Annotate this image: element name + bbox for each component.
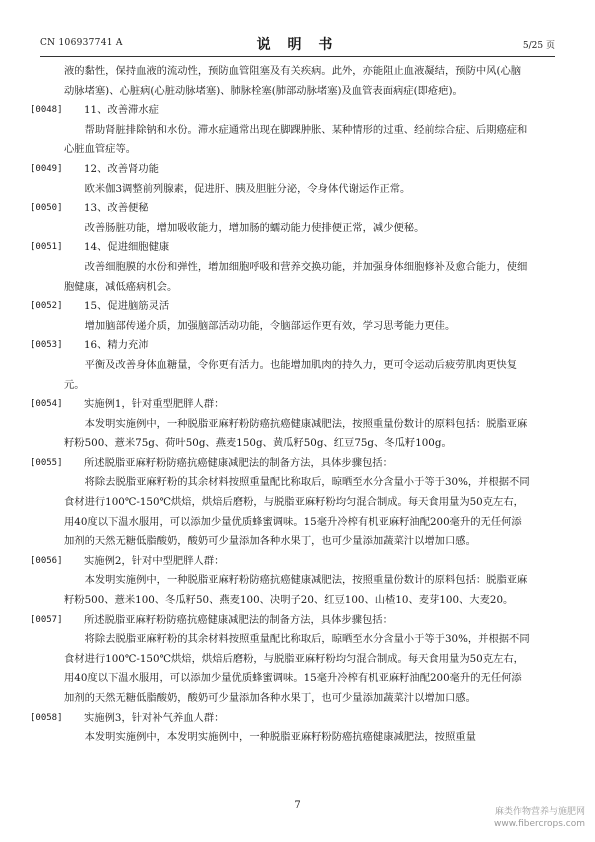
paragraph-heading bbox=[30, 160, 531, 180]
paragraph-text: 改善细胞膜的水份和弹性，增加细胞呼吸和营养交换功能，并加强身体细胞修补及愈合能力，使细胞健康，减低癌病机会。 bbox=[64, 260, 528, 293]
paragraph bbox=[64, 180, 531, 200]
paragraph bbox=[64, 62, 531, 101]
paragraph-number: [0056] bbox=[30, 555, 63, 566]
paragraph bbox=[64, 121, 531, 160]
page-header bbox=[40, 34, 555, 54]
heading-text: 16、精力充沛 bbox=[84, 339, 149, 352]
heading-text: 13、改善便秘 bbox=[84, 202, 149, 215]
paragraph-number: [0049] bbox=[30, 163, 63, 174]
paragraph-text: 本发明实施例中，一种脱脂亚麻籽粉防癌抗癌健康减肥法，按照重量份数计的原料包括：脱脂亚麻籽粉500、薏米75g、荷叶50g、燕麦150g、黄瓜籽50g、红豆75g、冬瓜籽100g。 bbox=[64, 417, 528, 450]
paragraph-heading bbox=[30, 552, 531, 572]
paragraph-number: [0052] bbox=[30, 301, 63, 312]
paragraph-heading bbox=[30, 709, 531, 729]
paragraph-text: 将除去脱脂亚麻籽粉的其余材料按照重量配比称取后，晾晒至水分含量小于等于30%，并根据不同食材进行100℃-150℃烘焙，烘焙后磨粉，与脱脂亚麻籽粉均匀混合制成。每天食用量为50克左右，用40度以下温水服用，可以添加少量优质蜂蜜调味。15毫升冷榨有机亚麻籽油配200毫升的无任何添加剂的天然无糖低脂酸奶，酸奶可少量添加各种水果丁，也可少量添加蔬菜汁以增加口感。 bbox=[64, 633, 530, 704]
paragraph-number: [0055] bbox=[30, 457, 63, 468]
heading-text: 实施例3，针对补气养血人群： bbox=[84, 711, 225, 724]
heading-text: 12、改善肾功能 bbox=[84, 162, 159, 175]
paragraph-number: [0058] bbox=[30, 712, 63, 723]
paragraph-heading bbox=[30, 395, 531, 415]
paragraph bbox=[64, 630, 531, 708]
paragraph-heading bbox=[30, 454, 531, 474]
paragraph-number: [0053] bbox=[30, 340, 63, 351]
watermark bbox=[494, 806, 585, 830]
paragraph-heading bbox=[30, 297, 531, 317]
paragraph-heading bbox=[30, 238, 531, 258]
paragraph-text: 增加脑部传递介质，加强脑部活动功能，令脑部运作更有效，学习思考能力更佳。 bbox=[84, 319, 456, 332]
paragraph-text: 帮助肾脏排除钠和水份。滞水症通常出现在脚踝肿胀、某种情形的过重、经前综合症、后期癌症和心脏血管症等。 bbox=[64, 123, 528, 156]
heading-text: 实施例1，针对重型肥胖人群： bbox=[84, 398, 225, 411]
heading-text: 实施例2，针对中型肥胖人群： bbox=[84, 554, 225, 567]
paragraph-text: 液的黏性，保持血液的流动性，预防血管阻塞及有关疾病。此外，亦能阻止血液凝结，预防中风(心脑动脉堵塞)、心脏病(心脏动脉堵塞)、肺脉栓塞(肺部动脉堵塞)及血管表面病症(即疮疤)。 bbox=[64, 65, 522, 97]
paragraph bbox=[64, 571, 531, 610]
document-body bbox=[30, 62, 531, 748]
paragraph-text: 本发明实施例中，本发明实施例中，一种脱脂亚麻籽粉防癌抗癌健康减肥法，按照重量 bbox=[84, 731, 476, 744]
patent-number: CN 106937741 A bbox=[40, 38, 123, 48]
paragraph-heading bbox=[30, 611, 531, 631]
paragraph-number: [0048] bbox=[30, 105, 63, 116]
paragraph-heading bbox=[30, 199, 531, 219]
paragraph-text: 欧米伽3调整前列腺素，促进肝、胰及胆脏分泌，令身体代谢运作正常。 bbox=[84, 182, 411, 195]
paragraph-text: 改善肠脏功能，增加吸收能力，增加肠的蠕动能力使排便正常，减少便秘。 bbox=[84, 221, 425, 234]
heading-text: 所述脱脂亚麻籽粉防癌抗癌健康减肥法的制备方法，具体步骤包括： bbox=[84, 613, 393, 626]
paragraph-text: 将除去脱脂亚麻籽粉的其余材料按照重量配比称取后，晾晒至水分含量小于等于30%，并根据不同食材进行100℃-150℃烘焙，烘焙后磨粉，与脱脂亚麻籽粉均匀混合制成。每天食用量为50克左右，用40度以下温水服用，可以添加少量优质蜂蜜调味。15毫升冷榨有机亚麻籽油配200毫升的无任何添加剂的天然无糖低脂酸奶，酸奶可少量添加各种水果丁，也可少量添加蔬菜汁以增加口感。 bbox=[64, 476, 530, 548]
paragraph bbox=[64, 728, 531, 748]
watermark-title: 麻类作物营养与施肥网 bbox=[494, 807, 585, 817]
paragraph bbox=[64, 356, 531, 395]
paragraph-number: [0050] bbox=[30, 203, 63, 214]
paragraph-heading bbox=[30, 101, 531, 121]
heading-text: 11、改善滞水症 bbox=[84, 104, 159, 117]
paragraph bbox=[64, 219, 531, 239]
heading-text: 14、促进细胞健康 bbox=[84, 241, 170, 254]
heading-text: 15、促进脑筋灵活 bbox=[84, 300, 170, 313]
paragraph-text: 本发明实施例中，一种脱脂亚麻籽粉防癌抗癌健康减肥法，按照重量份数计的原料包括：脱脂亚麻籽粉500、薏米100、冬瓜籽50、燕麦100、决明子20、红豆100、山楂10、麦芽100、大麦20。 bbox=[64, 574, 528, 607]
paragraph-heading bbox=[30, 336, 531, 356]
page-indicator: 5/25 页 bbox=[522, 41, 555, 51]
paragraph bbox=[64, 258, 531, 297]
paragraph-number: [0054] bbox=[30, 399, 63, 410]
paragraph bbox=[64, 415, 531, 454]
watermark-url: www.fibercrops.com bbox=[494, 819, 585, 829]
paragraph-number: [0051] bbox=[30, 242, 63, 253]
page-number: 7 bbox=[294, 800, 301, 811]
paragraph-text: 平衡及改善身体血糖量，令你更有活力。也能增加肌肉的持久力，更可令运动后疲劳肌肉更快复元。 bbox=[64, 358, 518, 391]
paragraph bbox=[64, 317, 531, 337]
header-divider bbox=[40, 56, 555, 57]
heading-text: 所述脱脂亚麻籽粉防癌抗癌健康减肥法的制备方法，具体步骤包括： bbox=[84, 456, 393, 469]
paragraph bbox=[64, 473, 531, 551]
paragraph-number: [0057] bbox=[30, 614, 63, 625]
document-title: 说 明 书 bbox=[256, 37, 339, 53]
